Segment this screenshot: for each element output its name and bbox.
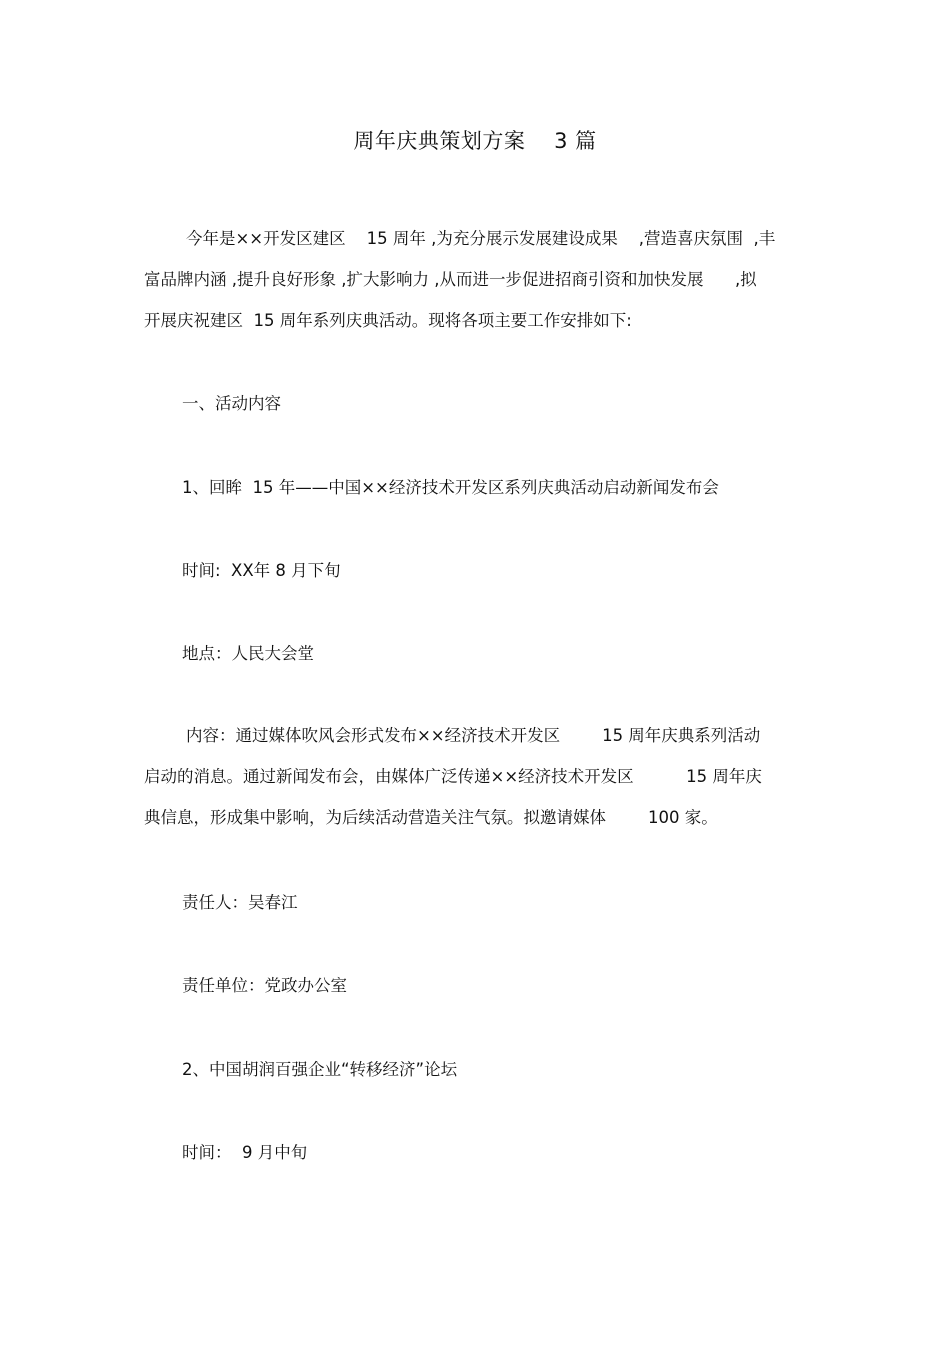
- content-line: 启动的消息。通过新闻发布会，由媒体广泛传递××经济技术开发区 15 周年庆: [144, 767, 762, 786]
- item2-time: 时间： 9 月中旬: [182, 1143, 308, 1162]
- item1-content: [144, 715, 808, 838]
- intro-paragraph: [144, 218, 808, 341]
- intro-line: 富品牌内涵 ,提升良好形象 ,扩大影响力 ,从而进一步促进招商引资和加快发展 ,拟: [144, 270, 757, 289]
- item1-time: 时间: XX年 8 月下旬: [182, 561, 341, 580]
- item2-heading: 2、中国胡润百强企业“转移经济”论坛: [182, 1060, 458, 1079]
- section-heading: 一、活动内容: [182, 394, 281, 413]
- document-title: 周年庆典策划方案 3 篇: [353, 129, 597, 153]
- item1-responsible-unit: 责任单位：党政办公室: [182, 976, 347, 995]
- content-line: 典信息，形成集中影响，为后续活动营造关注气氛。拟邀请媒体 100 家。: [144, 808, 718, 827]
- intro-line: 今年是××开发区建区 15 周年 ,为充分展示发展建设成果 ,营造喜庆氛围 ,丰: [144, 229, 776, 248]
- item1-place: 地点：人民大会堂: [182, 644, 314, 663]
- item1-heading: 1、回眸 15 年——中国××经济技术开发区系列庆典活动启动新闻发布会: [182, 478, 719, 497]
- content-line: 内容：通过媒体吹风会形式发布××经济技术开发区 15 周年庆典系列活动: [144, 726, 761, 745]
- item1-responsible-person: 责任人：吴春江: [182, 893, 298, 912]
- intro-line: 开展庆祝建区 15 周年系列庆典活动。现将各项主要工作安排如下:: [144, 311, 632, 330]
